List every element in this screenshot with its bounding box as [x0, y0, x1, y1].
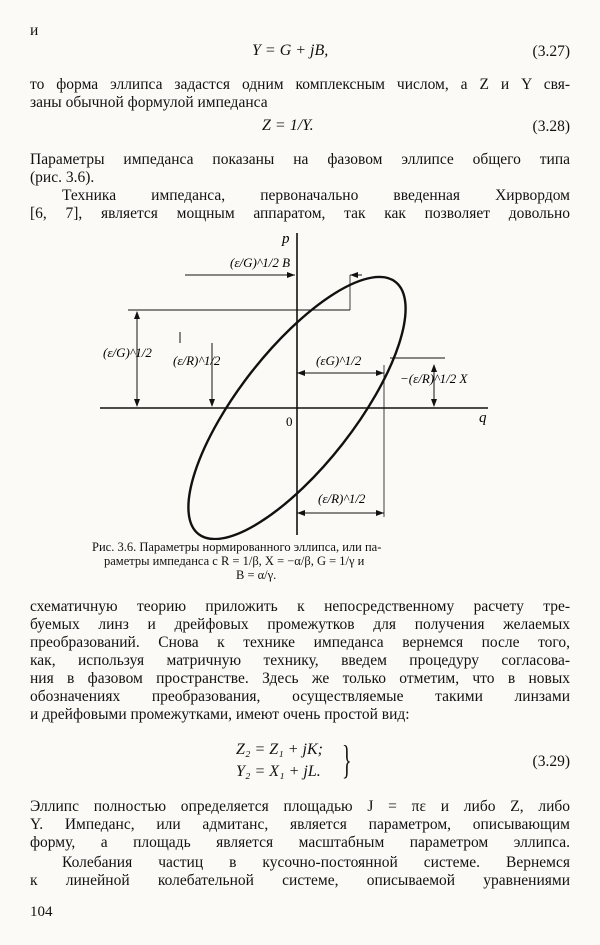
label-eg-b: (ε/G)^1/2 B [230, 255, 291, 270]
label-eg: (ε/G)^1/2 [103, 345, 152, 360]
equation-3-29-line2: Y₂ = X₁ + jL. [236, 763, 321, 780]
origin-label: 0 [286, 414, 293, 429]
paragraph-line: схематичную теорию приложить к непосредственному расчету тре- [30, 598, 570, 615]
equation-3-29-line1: Z₂ = Z₁ + jK; [236, 741, 323, 758]
paragraph-line: преобразований. Снова к технике импеданса вернемся после того, [30, 634, 570, 651]
label-er-x: −(ε/R)^1/2 X [400, 371, 468, 386]
paragraph-line: Y. Импеданс, или адмитанс, является параметром, описывающим [30, 816, 570, 833]
figure-caption-line: B = α/γ. [236, 568, 277, 582]
q-axis-label: q [479, 410, 487, 426]
paragraph-line: как, используя матричную технику, введем процедуру согласова- [30, 652, 570, 669]
paragraph-line: заны обычной формулой импеданса [30, 94, 268, 111]
equation-brace: } [342, 737, 352, 782]
figure-caption-line: раметры импеданса с R = 1/β, X = −α/β, G = 1/γ и [104, 554, 365, 568]
paragraph-line: Параметры импеданса показаны на фазовом эллипсе общего типа [30, 151, 570, 168]
phase-ellipse-figure [0, 225, 600, 540]
paragraph-line: Колебания частиц в кусочно-постоянной системе. Вернемся [62, 854, 570, 871]
intro-word: и [30, 22, 39, 39]
paragraph-line: и дрейфовыми промежутками, имеют очень простой вид: [30, 706, 410, 723]
paragraph-line: к линейной колебательной системе, описываемой уравнениями [30, 872, 570, 889]
label-eg-center: (εG)^1/2 [316, 353, 362, 368]
p-axis-label: p [282, 231, 290, 247]
equation-number-3-29: (3.29) [532, 753, 570, 770]
paragraph-line: Эллипс полностью определяется площадью J = πε и либо Z, либо [30, 798, 570, 815]
equation-3-28: Z = 1/Y. [262, 117, 314, 134]
paragraph-line: обозначениях преобразования, осуществляемые такими линзами [30, 688, 570, 705]
label-er: (ε/R)^1/2 [173, 353, 221, 368]
page-number: 104 [30, 904, 53, 920]
equation-number-3-28: (3.28) [532, 118, 570, 135]
paragraph-line: [6, 7], является мощным аппаратом, так как позволяет довольно [30, 205, 570, 222]
figure-caption-line: Рис. 3.6. Параметры нормированного эллипса, или па- [92, 540, 382, 554]
label-er-bottom: (ε/R)^1/2 [318, 491, 366, 506]
equation-3-27: Y = G + jB, [252, 42, 329, 59]
paragraph-line: то форма эллипса задастся одним комплексным числом, а Z и Y свя- [30, 76, 570, 93]
paragraph-line: (рис. 3.6). [30, 169, 95, 186]
paragraph-line: буемых линз и дрейфовых промежутков для получения желаемых [30, 616, 570, 633]
paragraph-line: Техника импеданса, первоначально введенная Хирвордом [62, 187, 570, 204]
equation-number-3-27: (3.27) [532, 43, 570, 60]
paragraph-line: форму, а площадь является масштабным параметром эллипса. [30, 834, 570, 851]
paragraph-line: ния в фазовом пространстве. Здесь же только отметим, что в новых [30, 670, 570, 687]
